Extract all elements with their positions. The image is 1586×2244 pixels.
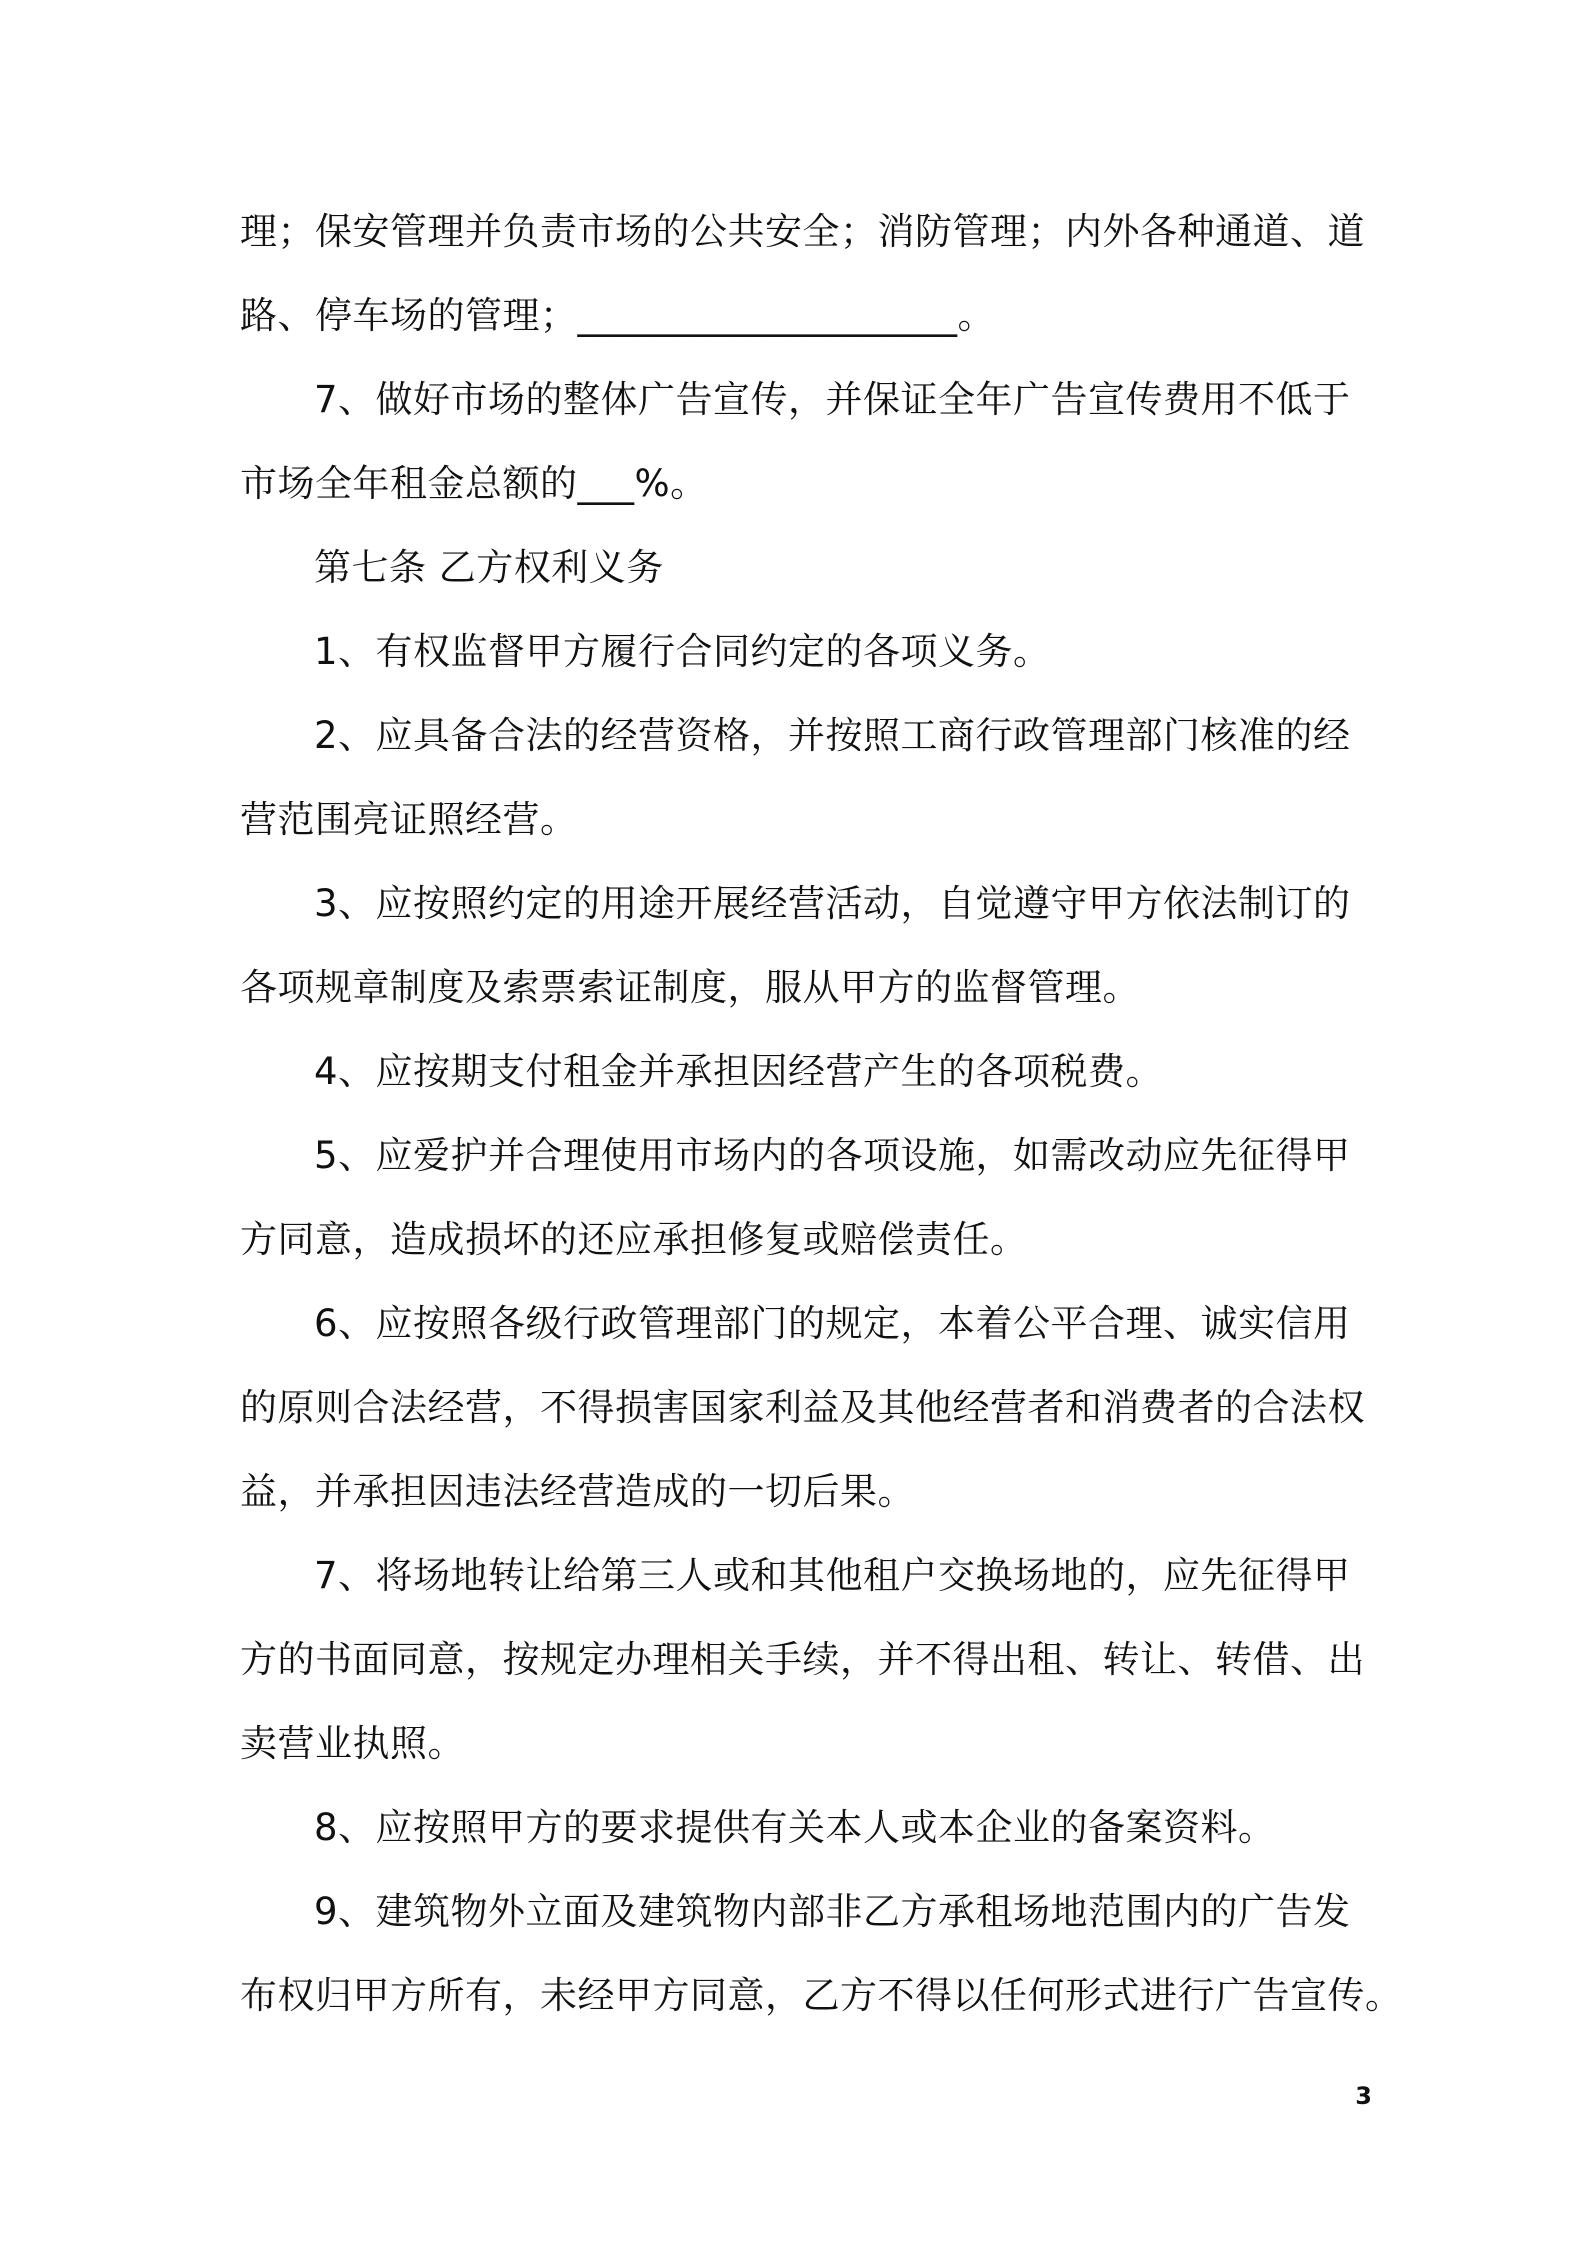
text-line: 的原则合法经营，不得损害国家利益及其他经营者和消费者的合法权 [240,1386,1365,1429]
clause-item-5: 5、应爱护并合理使用市场内的各项设施，如需改动应先征得甲 [314,1134,1351,1177]
text-line: 各项规章制度及索票索证制度，服从甲方的监督管理。 [240,966,1140,1009]
text-line: 布权归甲方所有，未经甲方同意，乙方不得以任何形式进行广告宣传。 [240,1974,1403,2017]
text-line: 理；保安管理并负责市场的公共安全；消防管理；内外各种通道、道 [240,210,1365,253]
text-line: 市场全年租金总额的___%。 [240,462,708,505]
text-line: 方同意，造成损坏的还应承担修复或赔偿责任。 [240,1218,1028,1261]
document-body [240,190,1403,2038]
clause-item-3: 3、应按照约定的用途开展经营活动，自觉遵守甲方依法制订的 [314,882,1351,925]
text-line: 卖营业执照。 [240,1722,465,1765]
clause-item-1: 1、有权监督甲方履行合同约定的各项义务。 [314,630,1051,673]
page-number: 3 [1355,2082,1372,2110]
text-line: 营范围亮证照经营。 [240,798,578,841]
text-line: 益，并承担因违法经营造成的一切后果。 [240,1470,915,1513]
clause-item-6: 6、应按照各级行政管理部门的规定，本着公平合理、诚实信用 [314,1302,1351,1345]
text-line: 路、停车场的管理；____________________。 [240,294,995,337]
clause-item-4: 4、应按期支付租金并承担因经营产生的各项税费。 [314,1050,1164,1093]
text-line: 方的书面同意，按规定办理相关手续，并不得出租、转让、转借、出 [240,1638,1365,1681]
clause-item-7b: 7、将场地转让给第三人或和其他租户交换场地的，应先征得甲 [314,1554,1351,1597]
section-heading: 第七条 乙方权利义务 [314,546,664,589]
clause-item-2: 2、应具备合法的经营资格，并按照工商行政管理部门核准的经 [314,714,1351,757]
clause-item-7: 7、做好市场的整体广告宣传，并保证全年广告宣传费用不低于 [314,378,1351,421]
clause-item-9: 9、建筑物外立面及建筑物内部非乙方承租场地范围内的广告发 [314,1890,1351,1933]
clause-item-8: 8、应按照甲方的要求提供有关本人或本企业的备案资料。 [314,1806,1276,1849]
